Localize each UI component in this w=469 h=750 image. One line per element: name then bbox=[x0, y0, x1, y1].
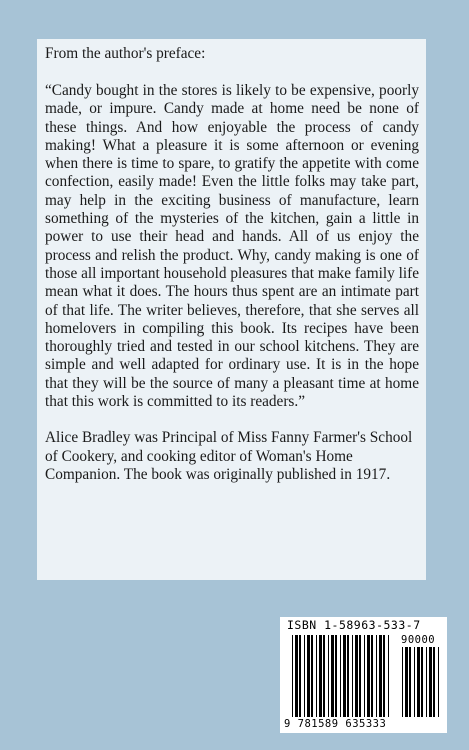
barcode-bar bbox=[340, 635, 341, 717]
preface-panel bbox=[37, 39, 426, 580]
barcode-bar bbox=[347, 635, 349, 717]
barcode-bar bbox=[371, 635, 373, 717]
barcode-bar bbox=[304, 635, 305, 717]
barcode-bar bbox=[331, 635, 334, 717]
barcode-bar bbox=[379, 635, 382, 717]
price-code: 90000 bbox=[401, 634, 436, 646]
preface-quote: “Candy bought in the stores is likely to be expensive, poorly made, or impure. Candy made at home need be none of these things. And how enjoyable the process of candy making! What a pleasure it is some afternoon or evening when there is time to spare, to gratify the appetite with come confection, easily made! Even the little folks may take part, may help in the exciting business of manufacture, learn something of the mysteries of the kitchen, gain a little in power to use their head and hands. All of us enjoy the process and relish the product. Why, candy making is one of those all important household pleasures that make family life mean what it does. The hours thus spent are an intimate part of that life. The writer believes, therefore, that she serves all homelovers in compiling this book. Its recipes have been thoroughly tried and tested in our school kitchens. They are simple and well adapted for ordinary use. It is in the hope that they will be the source of many a pleasant time at home that this work is committed to its readers.” bbox=[45, 82, 419, 411]
barcode-bar bbox=[421, 647, 423, 717]
barcode-bar bbox=[426, 647, 427, 717]
ean-digits: 9 781589 635333 bbox=[284, 718, 387, 730]
barcode-bar bbox=[319, 635, 322, 717]
barcode-bar bbox=[376, 635, 377, 717]
barcode-bar bbox=[343, 635, 346, 717]
barcode-bar bbox=[417, 647, 420, 717]
author-bio: Alice Bradley was Principal of Miss Fanny Farmer's School of Cookery, and cooking editor of Woman's Home Companion. The book was originally published in 1917. bbox=[45, 429, 413, 483]
barcode-bar bbox=[364, 635, 365, 717]
barcode-bar bbox=[359, 635, 361, 717]
barcode-bar bbox=[335, 635, 337, 717]
barcode-bar bbox=[405, 647, 408, 717]
barcode-bar bbox=[355, 635, 358, 717]
barcode-bar bbox=[323, 635, 325, 717]
barcode-bar bbox=[311, 635, 313, 717]
barcode-bar bbox=[409, 647, 411, 717]
barcode-bar bbox=[433, 647, 435, 717]
barcode-bar bbox=[352, 635, 353, 717]
barcode-bar bbox=[367, 635, 370, 717]
barcode-bar bbox=[328, 635, 329, 717]
barcode-bar bbox=[388, 635, 389, 717]
barcode-bar bbox=[429, 647, 432, 717]
barcode-bar bbox=[438, 647, 439, 717]
barcode-bar bbox=[299, 635, 301, 717]
preface-heading: From the author's preface: bbox=[45, 45, 206, 62]
barcode-bar bbox=[295, 635, 298, 717]
isbn-label: ISBN 1-58963-533-7 bbox=[287, 618, 421, 632]
barcode-bar bbox=[307, 635, 310, 717]
barcode-bar bbox=[383, 635, 385, 717]
barcode-box bbox=[280, 617, 447, 733]
barcode-bar bbox=[402, 647, 403, 717]
barcode-bar bbox=[316, 635, 317, 717]
barcode-bar bbox=[292, 635, 293, 717]
barcode-bar bbox=[414, 647, 415, 717]
